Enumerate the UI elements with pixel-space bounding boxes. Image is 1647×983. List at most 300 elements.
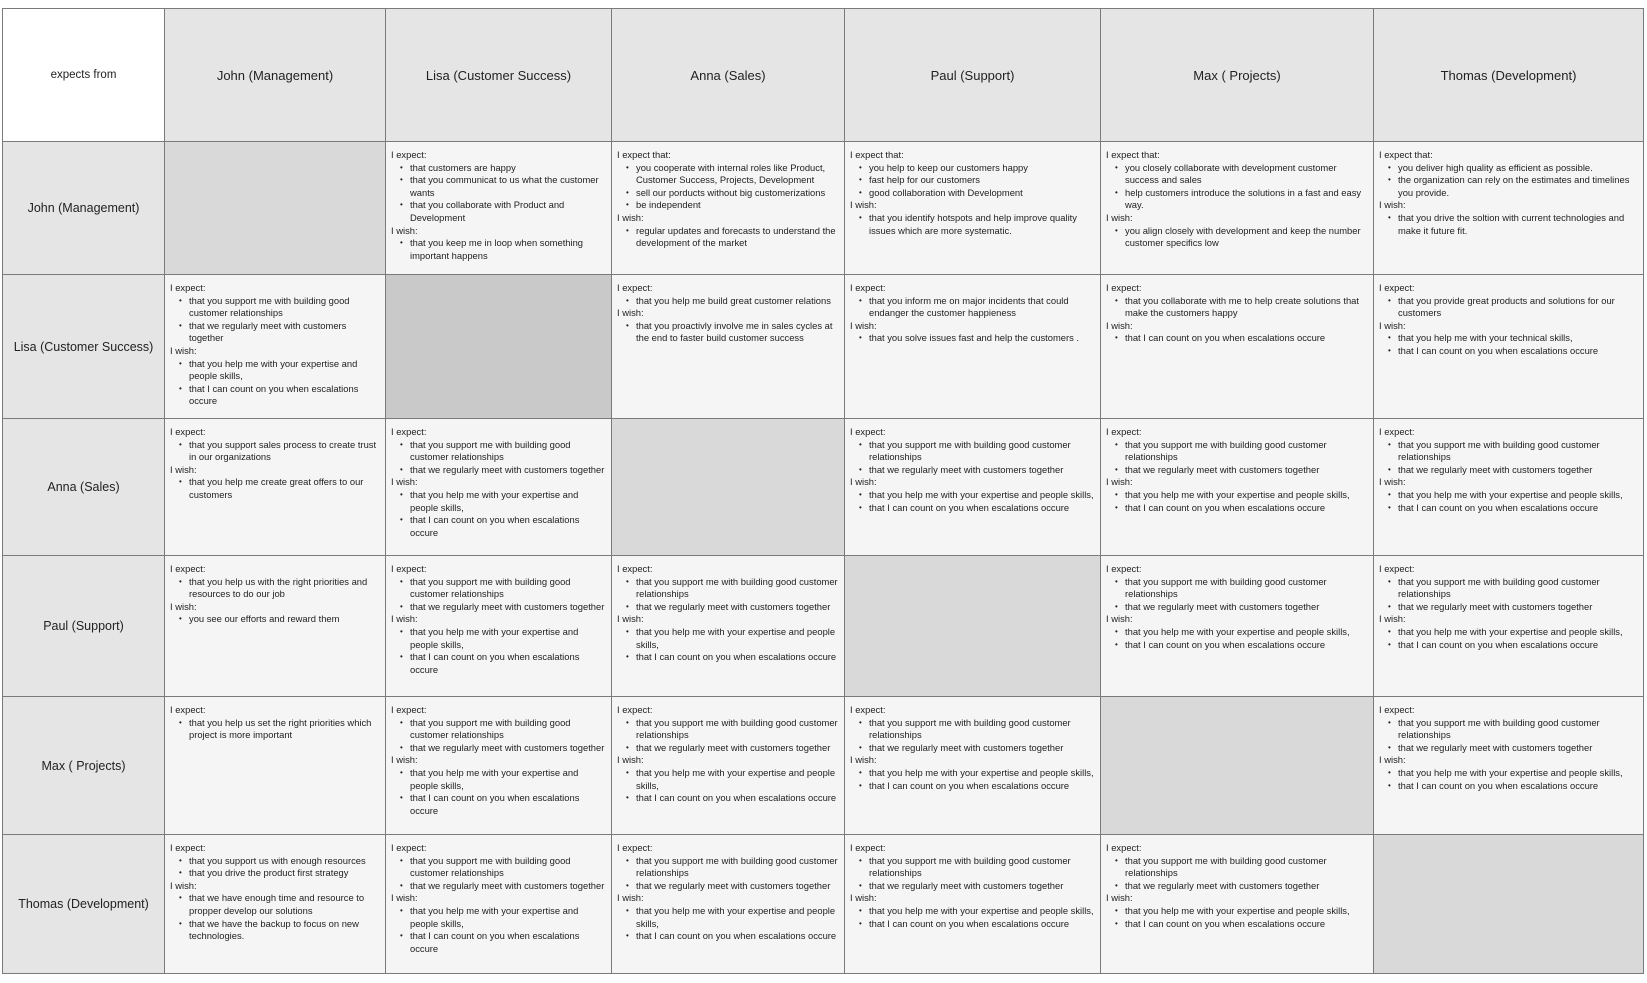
- bullet-list: [1106, 332, 1368, 345]
- matrix-row: [3, 275, 1644, 419]
- bullet-list: [1106, 905, 1368, 930]
- bullet-list: [1106, 489, 1368, 514]
- cell-content: [165, 556, 385, 630]
- section-label: I expect that:: [1106, 149, 1160, 160]
- section-label: I expect:: [1379, 563, 1415, 574]
- row-header-paul-support: Paul (Support): [3, 556, 165, 697]
- bullet-list: [170, 576, 380, 601]
- section-label: I expect:: [1106, 282, 1142, 293]
- bullet-item: • that you support me with building good customer relationships: [410, 717, 606, 742]
- bullet-item: • that you help me with your expertise and people skills,: [636, 767, 839, 792]
- section-label: I wish:: [850, 892, 877, 904]
- bullet-item: • that we regularly meet with customers together: [636, 742, 839, 755]
- bullet-item: • that you help me create great offers to our customers: [189, 476, 380, 501]
- cell-content: [1374, 142, 1643, 241]
- row-header-lisa-customer-success: Lisa (Customer Success): [3, 275, 165, 419]
- bullet-item: • that you help me with your expertise and people skills,: [189, 358, 380, 383]
- section-label: I wish:: [617, 211, 644, 223]
- bullet-item: • that you help me with your expertise and people skills,: [636, 626, 839, 651]
- bullet-item: • that you support us with enough resources: [189, 855, 380, 868]
- bullet-item: • that you collaborate with me to help create solutions that make the customers happy: [1125, 295, 1368, 320]
- section-label: I wish:: [850, 754, 877, 766]
- bullet-item: • that you drive the product first strategy: [189, 867, 380, 880]
- column-header-anna-sales: Anna (Sales): [612, 9, 845, 142]
- cell-content: [165, 835, 385, 947]
- cell-content: [165, 697, 385, 746]
- expectation-cell: [1101, 275, 1374, 419]
- column-header-thomas-development: Thomas (Development): [1374, 9, 1644, 142]
- bullet-item: • that you support me with building good customer relationships: [410, 439, 606, 464]
- section-label: I wish:: [1379, 319, 1406, 331]
- section-label: I expect:: [1379, 426, 1415, 437]
- section-label: I expect:: [1106, 563, 1142, 574]
- cell-content: [386, 835, 611, 959]
- bullet-item: • the organization can rely on the estimates and timelines you provide.: [1398, 174, 1638, 199]
- header-row: [3, 9, 1644, 142]
- bullet-list: [1379, 626, 1638, 651]
- expectation-cell: [845, 142, 1101, 275]
- corner-label: expects from: [3, 9, 165, 142]
- bullet-item: • that you support me with building good customer relationships: [1125, 439, 1368, 464]
- section-label: I expect:: [1106, 426, 1142, 437]
- section-label: I expect:: [850, 704, 886, 715]
- matrix-row: [3, 697, 1644, 835]
- bullet-item: • regular updates and forecasts to understand the development of the market: [636, 225, 839, 250]
- expectation-cell: [386, 142, 612, 275]
- bullet-list: [170, 295, 380, 345]
- expectation-cell: [612, 697, 845, 835]
- bullet-list: [617, 576, 839, 614]
- section-label: I expect:: [391, 563, 427, 574]
- bullet-item: • you align closely with development and keep the number customer specifics low: [1125, 225, 1368, 250]
- bullet-list: [391, 237, 606, 262]
- bullet-list: [1106, 855, 1368, 893]
- cell-content: [1101, 419, 1373, 518]
- cell-content: [1374, 697, 1643, 796]
- section-label: I wish:: [1106, 211, 1133, 223]
- section-label: I wish:: [1106, 892, 1133, 904]
- section-label: I wish:: [170, 344, 197, 356]
- bullet-item: • that you support me with building good customer relationships: [869, 855, 1095, 880]
- cell-content: [612, 697, 844, 809]
- bullet-item: • that we regularly meet with customers together: [1398, 464, 1638, 477]
- section-label: I expect that:: [850, 149, 904, 160]
- section-label: I expect:: [850, 282, 886, 293]
- bullet-item: • that you support me with building good customer relationships: [636, 576, 839, 601]
- bullet-item: • that I can count on you when escalations occure: [636, 792, 839, 805]
- bullet-item: • that we regularly meet with customers together: [1398, 742, 1638, 755]
- bullet-item: • that I can count on you when escalations occure: [869, 780, 1095, 793]
- section-label: I expect:: [617, 282, 653, 293]
- expectation-cell: [165, 419, 386, 556]
- bullet-item: • that I can count on you when escalations occure: [410, 792, 606, 817]
- bullet-item: • good collaboration with Development: [869, 187, 1095, 200]
- cell-content: [612, 275, 844, 349]
- bullet-list: [617, 162, 839, 212]
- cell-content: [165, 419, 385, 506]
- section-label: I expect:: [170, 282, 206, 293]
- expectation-cell: [1374, 275, 1644, 419]
- bullet-item: • that I can count on you when escalations occure: [410, 651, 606, 676]
- section-label: I expect:: [391, 426, 427, 437]
- section-label: I wish:: [391, 224, 418, 236]
- expectation-cell: [1374, 556, 1644, 697]
- bullet-list: [1106, 626, 1368, 651]
- bullet-list: [391, 162, 606, 225]
- expectation-cell: [386, 419, 612, 556]
- expectation-cell: [1374, 419, 1644, 556]
- bullet-item: • that I can count on you when escalations occure: [410, 930, 606, 955]
- bullet-item: • you closely collaborate with development customer success and sales: [1125, 162, 1368, 187]
- bullet-item: • sell our porducts without big customerizations: [636, 187, 839, 200]
- bullet-list: [850, 905, 1095, 930]
- expectation-cell: [1374, 697, 1644, 835]
- section-label: I wish:: [850, 476, 877, 488]
- empty-self-cell: [612, 419, 845, 556]
- expectation-cell: [165, 275, 386, 419]
- cell-content: [1374, 556, 1643, 655]
- bullet-list: [391, 626, 606, 676]
- bullet-list: [391, 767, 606, 817]
- bullet-item: • that you help me with your expertise and people skills,: [869, 767, 1095, 780]
- section-label: I expect:: [170, 426, 206, 437]
- bullet-item: • that you help me with your expertise and people skills,: [410, 626, 606, 651]
- bullet-item: • that you help me with your expertise and people skills,: [636, 905, 839, 930]
- matrix-row: [3, 419, 1644, 556]
- bullet-item: • that you provide great products and solutions for our customers: [1398, 295, 1638, 320]
- bullet-item: • you cooperate with internal roles like Product, Customer Success, Projects, Development: [636, 162, 839, 187]
- expectation-cell: [1101, 835, 1374, 974]
- cell-content: [845, 419, 1100, 518]
- bullet-item: • that you inform me on major incidents that could endanger the customer happieness: [869, 295, 1095, 320]
- bullet-item: • that you solve issues fast and help the customers .: [869, 332, 1095, 345]
- bullet-item: • that you help me with your expertise and people skills,: [410, 489, 606, 514]
- bullet-list: [617, 855, 839, 893]
- bullet-item: • that you help me with your expertise and people skills,: [1398, 626, 1638, 639]
- bullet-list: [850, 162, 1095, 200]
- matrix-row: [3, 142, 1644, 275]
- bullet-item: • that I can count on you when escalations occure: [1398, 780, 1638, 793]
- bullet-item: • that we regularly meet with customers together: [869, 464, 1095, 477]
- bullet-item: • that we regularly meet with customers together: [189, 320, 380, 345]
- section-label: I expect:: [391, 704, 427, 715]
- section-label: I wish:: [170, 463, 197, 475]
- bullet-list: [850, 767, 1095, 792]
- bullet-item: • that I can count on you when escalations occure: [189, 383, 380, 408]
- bullet-list: [391, 855, 606, 893]
- bullet-list: [170, 855, 380, 880]
- bullet-list: [617, 225, 839, 250]
- bullet-item: • that you support me with building good customer relationships: [1398, 717, 1638, 742]
- section-label: I wish:: [850, 319, 877, 331]
- column-header-lisa-customer-success: Lisa (Customer Success): [386, 9, 612, 142]
- column-header-max-projects: Max ( Projects): [1101, 9, 1374, 142]
- bullet-list: [617, 295, 839, 308]
- bullet-list: [850, 855, 1095, 893]
- bullet-item: • that you help me with your expertise and people skills,: [1125, 905, 1368, 918]
- section-label: I expect:: [617, 842, 653, 853]
- bullet-item: • that we regularly meet with customers together: [1125, 464, 1368, 477]
- bullet-item: • that you support me with building good customer relationships: [869, 439, 1095, 464]
- bullet-list: [1379, 212, 1638, 237]
- cell-content: [386, 697, 611, 821]
- bullet-item: • that you help me with your expertise and people skills,: [410, 767, 606, 792]
- bullet-item: • that you support me with building good customer relationships: [1125, 855, 1368, 880]
- bullet-item: • that you help me with your expertise and people skills,: [1125, 489, 1368, 502]
- bullet-list: [850, 212, 1095, 237]
- bullet-item: • that I can count on you when escalations occure: [1125, 639, 1368, 652]
- expectation-cell: [1101, 556, 1374, 697]
- section-label: I expect that:: [617, 149, 671, 160]
- section-label: I wish:: [850, 199, 877, 211]
- expectation-cell: [1374, 142, 1644, 275]
- bullet-item: • that customers are happy: [410, 162, 606, 175]
- bullet-item: • you help to keep our customers happy: [869, 162, 1095, 175]
- bullet-item: • that you help me with your expertise and people skills,: [869, 905, 1095, 918]
- bullet-list: [850, 332, 1095, 345]
- bullet-list: [391, 717, 606, 755]
- section-label: I expect:: [617, 563, 653, 574]
- section-label: I wish:: [1106, 476, 1133, 488]
- section-label: I expect:: [1106, 842, 1142, 853]
- bullet-item: • that you help me with your expertise and people skills,: [410, 905, 606, 930]
- expectation-cell: [612, 556, 845, 697]
- bullet-item: • that we have enough time and resource to propper develop our solutions: [189, 892, 380, 917]
- expectation-cell: [845, 419, 1101, 556]
- cell-content: [1374, 419, 1643, 518]
- bullet-item: • that we regularly meet with customers together: [1398, 601, 1638, 614]
- section-label: I wish:: [170, 600, 197, 612]
- cell-content: [1101, 556, 1373, 655]
- bullet-item: • that you support me with building good customer relationships: [869, 717, 1095, 742]
- section-label: I wish:: [391, 613, 418, 625]
- expectation-cell: [165, 697, 386, 835]
- expectation-cell: [845, 697, 1101, 835]
- section-label: I wish:: [170, 879, 197, 891]
- bullet-list: [170, 439, 380, 464]
- bullet-item: • that I can count on you when escalations occure: [1398, 345, 1638, 358]
- bullet-list: [1379, 332, 1638, 357]
- bullet-item: • that we regularly meet with customers together: [410, 880, 606, 893]
- section-label: I wish:: [1379, 476, 1406, 488]
- expectation-cell: [612, 275, 845, 419]
- cell-content: [386, 556, 611, 680]
- section-label: I wish:: [1379, 754, 1406, 766]
- bullet-item: • that we regularly meet with customers together: [636, 880, 839, 893]
- expectation-cell: [612, 142, 845, 275]
- bullet-item: • that you collaborate with Product and Development: [410, 199, 606, 224]
- bullet-list: [170, 892, 380, 942]
- cell-content: [845, 835, 1100, 934]
- bullet-item: • that I can count on you when escalations occure: [869, 502, 1095, 515]
- cell-content: [845, 697, 1100, 796]
- section-label: I wish:: [1106, 613, 1133, 625]
- section-label: I wish:: [391, 892, 418, 904]
- bullet-item: • that you keep me in loop when something important happens: [410, 237, 606, 262]
- bullet-item: • that I can count on you when escalations occure: [410, 514, 606, 539]
- section-label: I expect:: [1379, 282, 1415, 293]
- row-header-john-management: John (Management): [3, 142, 165, 275]
- bullet-item: • that you support me with building good customer relationships: [1125, 576, 1368, 601]
- bullet-item: • that I can count on you when escalations occure: [1398, 639, 1638, 652]
- bullet-item: • that you help me with your expertise and people skills,: [869, 489, 1095, 502]
- column-header-paul-support: Paul (Support): [845, 9, 1101, 142]
- bullet-item: • that I can count on you when escalations occure: [1125, 502, 1368, 515]
- column-header-john-management: John (Management): [165, 9, 386, 142]
- bullet-item: • that we regularly meet with customers together: [1125, 601, 1368, 614]
- bullet-list: [1379, 717, 1638, 755]
- bullet-item: • that we regularly meet with customers together: [410, 601, 606, 614]
- expectation-cell: [386, 556, 612, 697]
- bullet-list: [617, 717, 839, 755]
- bullet-list: [170, 358, 380, 408]
- bullet-item: • that you help me with your expertise and people skills,: [1398, 767, 1638, 780]
- section-label: I expect:: [391, 149, 427, 160]
- cell-content: [1101, 835, 1373, 934]
- bullet-list: [170, 613, 380, 626]
- expectation-cell: [1101, 142, 1374, 275]
- bullet-item: • that we regularly meet with customers together: [410, 464, 606, 477]
- section-label: I expect:: [850, 426, 886, 437]
- bullet-list: [1106, 162, 1368, 212]
- bullet-item: • that you support me with building good customer relationships: [189, 295, 380, 320]
- row-header-max-projects: Max ( Projects): [3, 697, 165, 835]
- section-label: I wish:: [1106, 319, 1133, 331]
- bullet-item: • that you help me with your technical skills,: [1398, 332, 1638, 345]
- row-header-anna-sales: Anna (Sales): [3, 419, 165, 556]
- bullet-list: [170, 476, 380, 501]
- section-label: I wish:: [617, 892, 644, 904]
- bullet-list: [850, 489, 1095, 514]
- cell-content: [845, 275, 1100, 349]
- section-label: I expect:: [617, 704, 653, 715]
- bullet-item: • that you support me with building good customer relationships: [410, 855, 606, 880]
- expectation-cell: [845, 835, 1101, 974]
- bullet-item: • that I can count on you when escalations occure: [1398, 502, 1638, 515]
- bullet-list: [1106, 225, 1368, 250]
- bullet-list: [1106, 439, 1368, 477]
- matrix-row: [3, 556, 1644, 697]
- expectation-cell: [845, 275, 1101, 419]
- bullet-list: [391, 576, 606, 614]
- cell-content: [1101, 142, 1373, 254]
- section-label: I wish:: [617, 613, 644, 625]
- bullet-list: [1106, 295, 1368, 320]
- bullet-list: [850, 439, 1095, 477]
- bullet-item: • that you drive the soltion with current technologies and make it future fit.: [1398, 212, 1638, 237]
- bullet-list: [1379, 767, 1638, 792]
- bullet-list: [391, 905, 606, 955]
- bullet-item: • that you support me with building good customer relationships: [410, 576, 606, 601]
- bullet-item: • that you support me with building good customer relationships: [636, 717, 839, 742]
- section-label: I expect that:: [1379, 149, 1433, 160]
- expectation-cell: [1101, 419, 1374, 556]
- bullet-item: • that I can count on you when escalations occure: [1125, 918, 1368, 931]
- bullet-list: [1379, 162, 1638, 200]
- cell-content: [612, 835, 844, 947]
- bullet-item: • that I can count on you when escalations occure: [636, 651, 839, 664]
- bullet-item: • that you help me with your expertise and people skills,: [1125, 626, 1368, 639]
- expectation-cell: [386, 697, 612, 835]
- expectations-matrix: [2, 8, 1644, 974]
- bullet-item: • that you proactivly involve me in sales cycles at the end to faster build customer success: [636, 320, 839, 345]
- bullet-item: • that you support sales process to create trust in our organizations: [189, 439, 380, 464]
- empty-self-cell: [386, 275, 612, 419]
- bullet-item: • that you communicat to us what the customer wants: [410, 174, 606, 199]
- section-label: I wish:: [617, 754, 644, 766]
- bullet-item: • that I can count on you when escalations occure: [636, 930, 839, 943]
- bullet-item: • you see our efforts and reward them: [189, 613, 380, 626]
- bullet-item: • be independent: [636, 199, 839, 212]
- section-label: I wish:: [1379, 613, 1406, 625]
- section-label: I expect:: [170, 704, 206, 715]
- bullet-list: [617, 905, 839, 943]
- section-label: I wish:: [391, 754, 418, 766]
- bullet-item: • that you help us set the right priorities which project is more important: [189, 717, 380, 742]
- bullet-item: • fast help for our customers: [869, 174, 1095, 187]
- section-label: I expect:: [170, 563, 206, 574]
- bullet-item: • that I can count on you when escalations occure: [1125, 332, 1368, 345]
- bullet-list: [1106, 576, 1368, 614]
- expectation-cell: [612, 835, 845, 974]
- bullet-list: [1379, 295, 1638, 320]
- bullet-item: • that you help me build great customer relations: [636, 295, 839, 308]
- section-label: I wish:: [1379, 199, 1406, 211]
- bullet-list: [1379, 439, 1638, 477]
- empty-self-cell: [165, 142, 386, 275]
- bullet-list: [170, 717, 380, 742]
- cell-content: [1101, 275, 1373, 349]
- bullet-list: [617, 320, 839, 345]
- bullet-list: [617, 626, 839, 664]
- bullet-list: [1379, 576, 1638, 614]
- expectation-cell: [165, 835, 386, 974]
- bullet-item: • that we regularly meet with customers together: [410, 742, 606, 755]
- bullet-list: [617, 767, 839, 805]
- cell-content: [612, 556, 844, 668]
- cell-content: [1374, 275, 1643, 362]
- empty-self-cell: [1374, 835, 1644, 974]
- empty-self-cell: [845, 556, 1101, 697]
- expectation-cell: [386, 835, 612, 974]
- expectation-cell: [165, 556, 386, 697]
- bullet-item: • that we regularly meet with customers together: [869, 880, 1095, 893]
- bullet-list: [850, 295, 1095, 320]
- bullet-item: • that you identify hotspots and help improve quality issues which are more systematic.: [869, 212, 1095, 237]
- bullet-list: [391, 489, 606, 539]
- section-label: I expect:: [391, 842, 427, 853]
- section-label: I wish:: [391, 476, 418, 488]
- cell-content: [386, 142, 611, 266]
- bullet-item: • that you help me with your expertise and people skills,: [1398, 489, 1638, 502]
- bullet-item: • help customers introduce the solutions in a fast and easy way.: [1125, 187, 1368, 212]
- cell-content: [165, 275, 385, 412]
- section-label: I expect:: [850, 842, 886, 853]
- bullet-item: • that you support me with building good customer relationships: [1398, 576, 1638, 601]
- section-label: I expect:: [1379, 704, 1415, 715]
- matrix-row: [3, 835, 1644, 974]
- bullet-list: [1379, 489, 1638, 514]
- bullet-item: • that you help us with the right priorities and resources to do our job: [189, 576, 380, 601]
- bullet-item: • you deliver high quality as efficient as possible.: [1398, 162, 1638, 175]
- bullet-item: • that we have the backup to focus on new technologies.: [189, 918, 380, 943]
- bullet-list: [850, 717, 1095, 755]
- section-label: I expect:: [170, 842, 206, 853]
- bullet-item: • that we regularly meet with customers together: [869, 742, 1095, 755]
- cell-content: [386, 419, 611, 543]
- bullet-item: • that we regularly meet with customers together: [1125, 880, 1368, 893]
- section-label: I wish:: [617, 307, 644, 319]
